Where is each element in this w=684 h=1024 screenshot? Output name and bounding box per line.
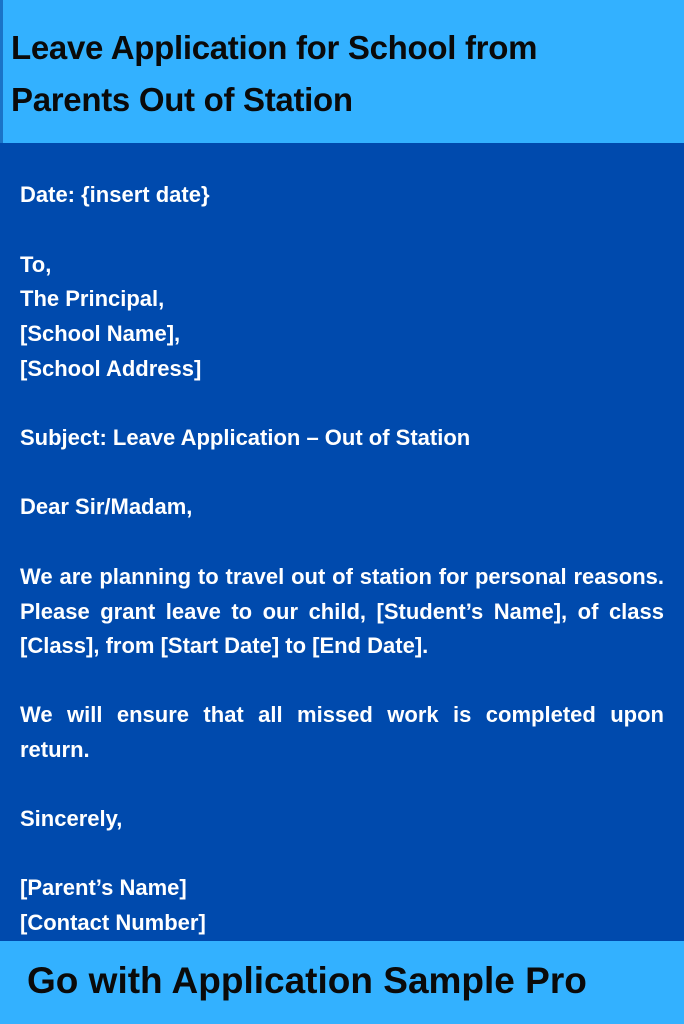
letter-closing: Sincerely, xyxy=(20,806,123,831)
letter-to: To, xyxy=(20,252,52,277)
header-banner xyxy=(0,0,684,143)
letter-recipient: The Principal, xyxy=(20,286,165,311)
letter-body-paragraph-2: We will ensure that all missed work is completed upon return. xyxy=(20,702,664,762)
letter-subject: Subject: Leave Application – Out of Station xyxy=(20,425,471,450)
letter-school-name: [School Name], xyxy=(20,321,181,346)
letter-school-address: [School Address] xyxy=(20,356,202,381)
letter-body xyxy=(0,143,684,941)
footer-brand-text: Go with Application Sample Pro xyxy=(27,960,587,1001)
letter-date: Date: {insert date} xyxy=(20,182,210,207)
letter-body-paragraph-1: We are planning to travel out of station for personal reasons. Please grant leave to our child, [Student’s Name], of class [Class], from [Start Date] to [End Date]. xyxy=(20,564,664,659)
footer-banner xyxy=(0,941,684,1024)
letter-salutation: Dear Sir/Madam, xyxy=(20,494,193,519)
page-title: Leave Application for School from Parents Out of Station xyxy=(11,29,538,118)
letter-parent-name: [Parent’s Name] xyxy=(20,875,187,900)
letter-contact-number: [Contact Number] xyxy=(20,910,206,935)
